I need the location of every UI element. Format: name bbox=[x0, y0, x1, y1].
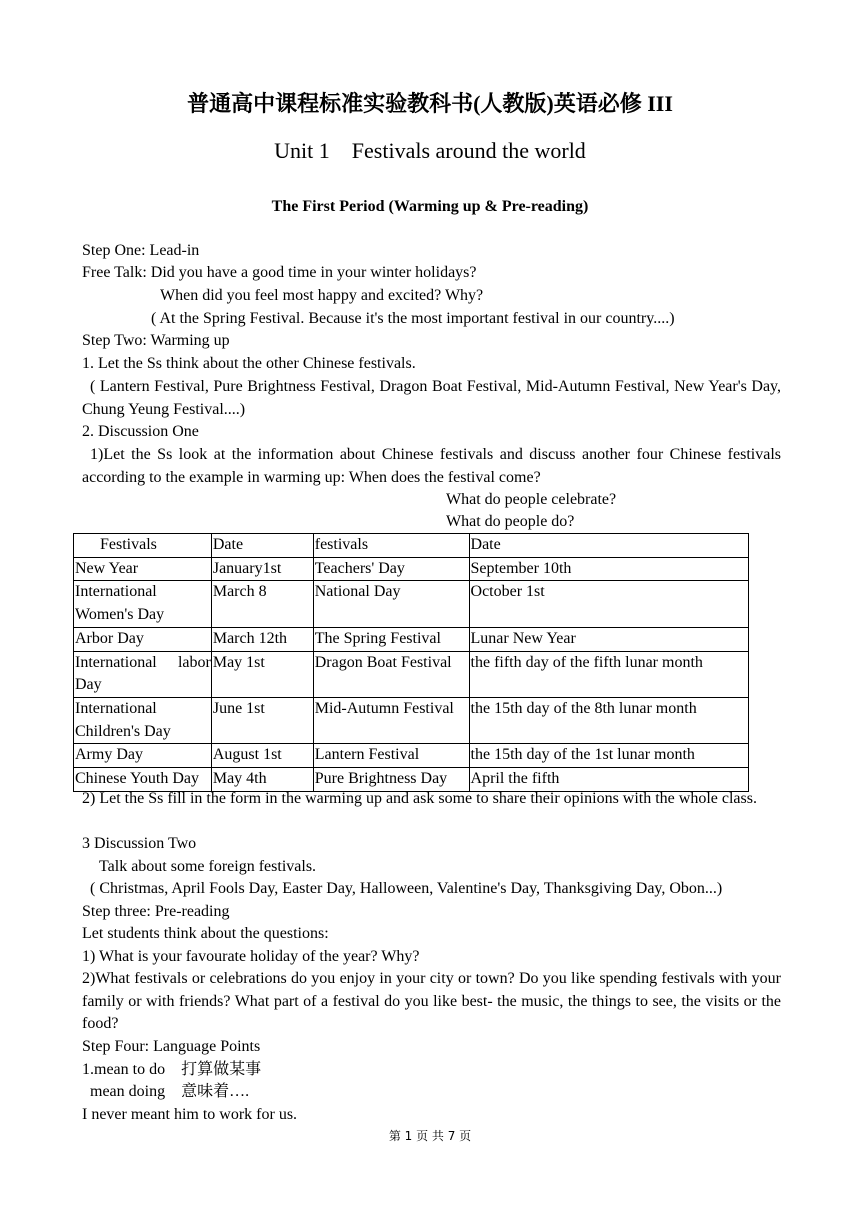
table-cell: National Day bbox=[313, 581, 469, 627]
table-row bbox=[74, 651, 749, 697]
table-cell: January1st bbox=[211, 557, 313, 581]
festivals-table bbox=[73, 533, 749, 792]
paragraph-mean-doing: mean doing 意味着…. bbox=[90, 1083, 250, 1100]
table-header-row bbox=[74, 534, 749, 558]
table-cell: Chinese Youth Day bbox=[74, 768, 212, 792]
table-cell: June 1st bbox=[211, 697, 313, 743]
table-row bbox=[74, 744, 749, 768]
paragraph-questions-intro: Let students think about the questions: bbox=[82, 925, 329, 942]
paragraph-free-talk-q2: When did you feel most happy and excited? Why? bbox=[160, 287, 484, 304]
table-cell: Lantern Festival bbox=[313, 744, 469, 768]
paragraph-foreign-festivals: Talk about some foreign festivals. bbox=[99, 858, 317, 875]
paragraph-step-two: Step Two: Warming up bbox=[82, 332, 230, 349]
paragraph-discussion-one: 2. Discussion One bbox=[82, 423, 199, 440]
table-cell: Mid-Autumn Festival bbox=[313, 697, 469, 743]
table-cell: May 1st bbox=[211, 651, 313, 697]
document-title: 普通高中课程标准实验教科书(人教版)英语必修 III bbox=[187, 91, 673, 116]
page-number-footer: 第 1 页 共 7 页 bbox=[388, 1129, 472, 1143]
unit-heading: Unit 1 Festivals around the world bbox=[274, 138, 586, 163]
paragraph-step-three: Step three: Pre-reading bbox=[82, 903, 230, 920]
paragraph-question-do: What do people do? bbox=[446, 513, 575, 530]
table-row bbox=[74, 581, 749, 627]
table-cell: the 15th day of the 8th lunar month bbox=[469, 697, 748, 743]
table-cell: Army Day bbox=[74, 744, 212, 768]
table-row bbox=[74, 697, 749, 743]
table-header-cell: Date bbox=[469, 534, 748, 558]
table-cell: The Spring Festival bbox=[313, 627, 469, 651]
table-header-cell: festivals bbox=[313, 534, 469, 558]
table-cell: Lunar New Year bbox=[469, 627, 748, 651]
period-heading: The First Period (Warming up & Pre-reading) bbox=[271, 198, 589, 215]
paragraph-example-sentence: I never meant him to work for us. bbox=[82, 1106, 298, 1123]
paragraph-discussion-two: 3 Discussion Two bbox=[82, 835, 197, 852]
paragraph-item-1: 1. Let the Ss think about the other Chinese festivals. bbox=[82, 355, 416, 372]
table-row bbox=[74, 627, 749, 651]
paragraph-discussion-one-task: 1)Let the Ss look at the information about Chinese festivals and discuss another four Chinese festivals according to the example in warming up: When does the festival come? bbox=[82, 446, 781, 486]
paragraph-question-2: 2)What festivals or celebrations do you enjoy in your city or town? Do you like spending festivals with your family or with friends? What part of a festival do you like best- the music, the things to see, the visits or the food? bbox=[82, 970, 781, 1033]
table-header-cell: Date bbox=[211, 534, 313, 558]
table-header-cell: Festivals bbox=[74, 534, 212, 558]
paragraph-fill-form: 2) Let the Ss fill in the form in the warming up and ask some to share their opinions with the whole class. bbox=[82, 790, 757, 807]
table-cell: March 12th bbox=[211, 627, 313, 651]
table-cell: April the fifth bbox=[469, 768, 748, 792]
table-cell: Pure Brightness Day bbox=[313, 768, 469, 792]
table-cell: August 1st bbox=[211, 744, 313, 768]
paragraph-question-1: 1) What is your favourate holiday of the year? Why? bbox=[82, 948, 420, 965]
table-cell: New Year bbox=[74, 557, 212, 581]
table-cell: International labor Day bbox=[74, 651, 212, 697]
table-cell: May 4th bbox=[211, 768, 313, 792]
table-cell: March 8 bbox=[211, 581, 313, 627]
table-cell: Arbor Day bbox=[74, 627, 212, 651]
table-row bbox=[74, 557, 749, 581]
table-cell: Dragon Boat Festival bbox=[313, 651, 469, 697]
table-cell: International Women's Day bbox=[74, 581, 212, 627]
table-cell: International Children's Day bbox=[74, 697, 212, 743]
table-cell: the fifth day of the fifth lunar month bbox=[469, 651, 748, 697]
table-cell: Teachers' Day bbox=[313, 557, 469, 581]
paragraph-mean-to-do: 1.mean to do 打算做某事 bbox=[82, 1061, 262, 1078]
table-cell: the 15th day of the 1st lunar month bbox=[469, 744, 748, 768]
paragraph-foreign-festivals-list: ( Christmas, April Fools Day, Easter Day, Halloween, Valentine's Day, Thanksgiving Day, Obon...) bbox=[90, 880, 723, 897]
paragraph-free-talk: Free Talk: Did you have a good time in your winter holidays? bbox=[82, 264, 477, 281]
paragraph-question-celebrate: What do people celebrate? bbox=[446, 491, 617, 508]
table-cell: October 1st bbox=[469, 581, 748, 627]
table-cell: September 10th bbox=[469, 557, 748, 581]
paragraph-chinese-festivals-list: ( Lantern Festival, Pure Brightness Festival, Dragon Boat Festival, Mid-Autumn Festival, New Year's Day, Chung Yeung Festival....) bbox=[82, 378, 781, 418]
paragraph-step-four: Step Four: Language Points bbox=[82, 1038, 261, 1055]
paragraph-free-talk-answer: ( At the Spring Festival. Because it's the most important festival in our country....) bbox=[151, 310, 675, 327]
paragraph-step-one: Step One: Lead-in bbox=[82, 242, 200, 259]
